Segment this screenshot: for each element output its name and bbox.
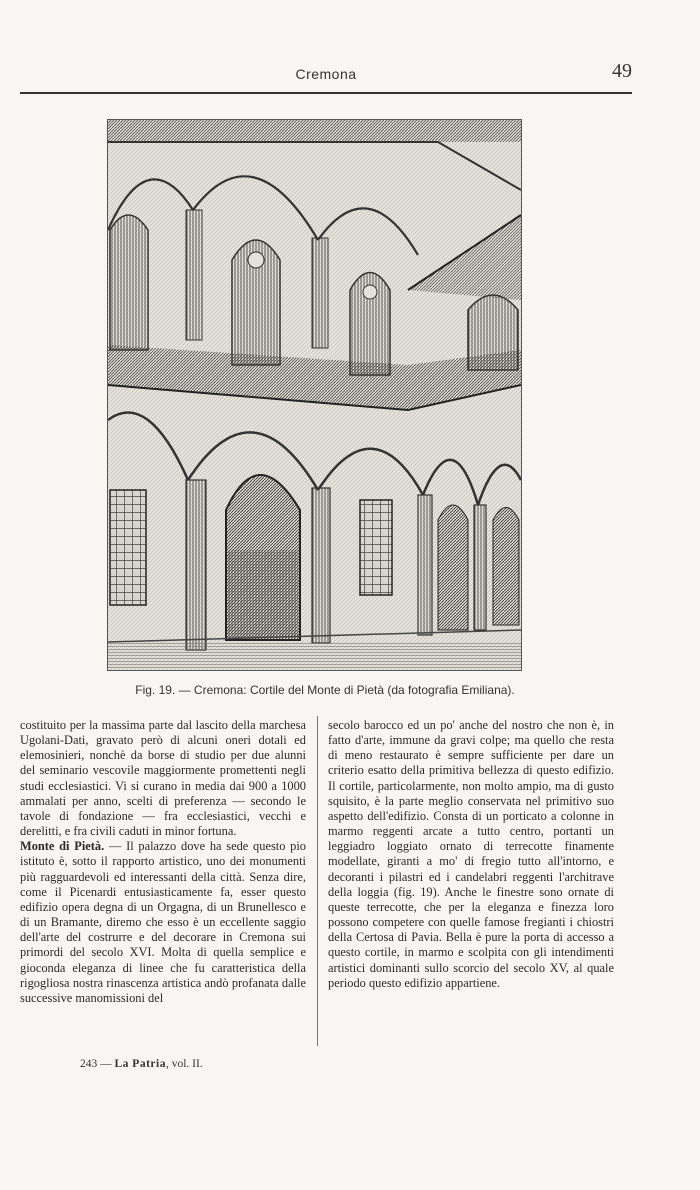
section-title: Monte di Pietà. (20, 839, 105, 854)
courtyard-engraving (108, 120, 521, 670)
sheet-number: 243 (80, 1058, 98, 1070)
footer-dash: — (100, 1058, 112, 1070)
page-number: 49 (612, 60, 632, 82)
engraving-figure (107, 119, 522, 671)
left-paragraph-2-text: — Il palazzo dove ha sede questo pio istituto è, sotto il rapporto artistico, uno dei monumenti più ragguardevoli ed interessanti della città. Senza dire, come il Picenardi entusiasticamente fa, esser questo edifizio opera degna di un Orgagna, di un Brunellesco e di un Bramante, diremo che esso è un eccellente saggio dell'arte del costrurre e del decorare in Cremona sui primordi del secolo XVI. Molta di quella semplice e gioconda eleganza di linee che fu caratteristica della rigogliosa nostra rinascenza artistica andò profanata dalle successive manomissioni del (20, 839, 306, 1005)
left-paragraph-2 (20, 839, 306, 1006)
signature-line: 243 — La Patria, vol. II. (80, 1058, 203, 1070)
column-separator (317, 716, 318, 1046)
running-head-title: Cremona (295, 66, 357, 82)
volume: vol. II. (171, 1058, 203, 1070)
right-paragraph-1: secolo barocco ed un po' anche del nostro che non è, in fatto d'arte, immune da gravi colpe; ma quello che resta di meno restaurato è sempre sufficiente per dare un criterio esatto della primitiva bellezza di questo edifizio. Il cortile, particolarmente, non molto ampio, ma di gusto squisito, è la parte meglio conservata nel primitivo suo aspetto dell'edifizio. Consta di un porticato a colonne in marmo reggenti arcate a tutto centro, portanti un leggiadro loggiato ornato di terrecotte finamente modellate, giranti a mo' di fregio tutto all'intorno, e decoranti i pilastri ed i candelabri reggenti l'architrave della loggia (fig. 19). Anche le finestre sono ornate di queste terrecotte, che per la eleganza e finezza loro possono competere con quelle famose fregianti i chiostri della Certosa di Pavia. Bella è pure la porta di accesso a questo cortile, in marmo e scolpita con gli intendimenti artistici dominanti sullo scorcio del secolo XV, al quale periodo questo edifizio appartiene. (328, 718, 614, 990)
left-paragraph-1: costituito per la massima parte dal lascito della marchesa Ugolani-Dati, gravato però di alcuni oneri dotali ed elemosinieri, nonchè da borse di studio per due alunni del seminario vescovile maggiormente promettenti negli studi ecclesiastici. Vi si curano in media dai 900 a 1000 ammalati per anno, scelti di preferenza — secondo le tavole di fondazione — fra ecclesiastici, vecchi e derelitti, e fra civili caduti in minor fortuna. (20, 718, 306, 839)
right-column (328, 718, 614, 991)
left-column (20, 718, 306, 1006)
running-head (20, 58, 632, 88)
header-rule (20, 92, 632, 94)
journal-title: La Patria (114, 1058, 166, 1070)
figure-caption: Fig. 19. — Cremona: Cortile del Monte di Pietà (da fotografia Emiliana). (135, 683, 515, 697)
